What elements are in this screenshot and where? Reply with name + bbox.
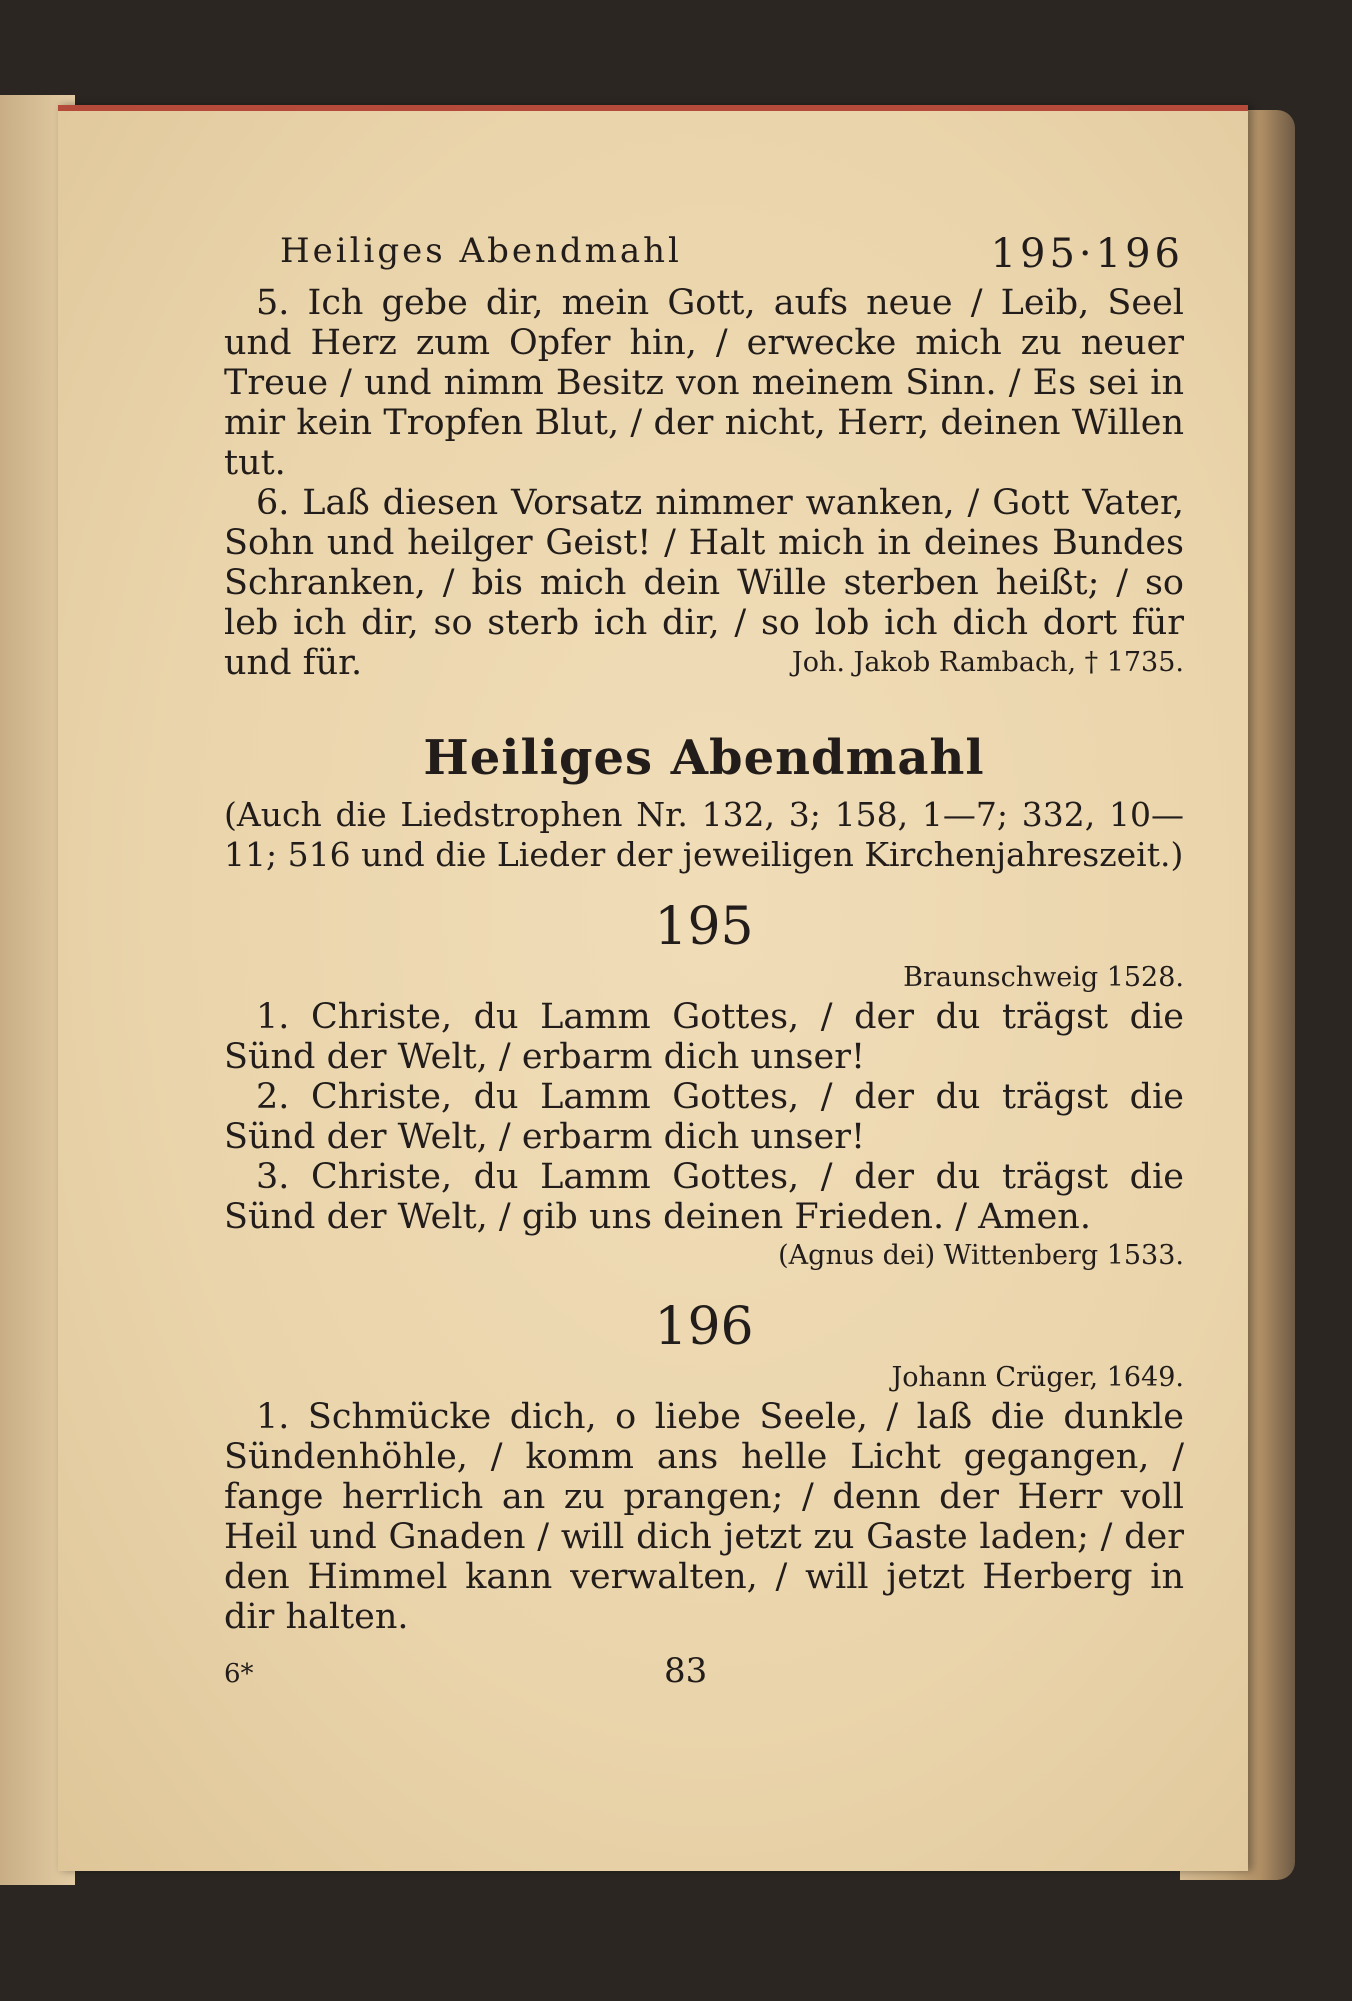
hymn-196-verse-1: 1. Schmücke dich, o liebe Seele, / laß die dunkle Sündenhöhle, / komm ans helle Licht gegangen, / fange herrlich an zu prangen; / denn der Herr voll Heil und Gnaden / will dich jetzt zu Gaste laden; / der den Himmel kann verwalten, / will jetzt Herberg in dir halten. — [224, 1397, 1184, 1637]
hymn-number-195: 195 — [654, 897, 754, 957]
running-head-title: Heiliges Abendmahl — [280, 231, 682, 271]
previous-hymn-author: Joh. Jakob Rambach, † 1735. — [791, 647, 1184, 678]
hymn-195-verse-3: 3. Christe, du Lamm Gottes, / der du trägst die Sünd der Welt, / gib uns deinen Frieden. / Amen. — [224, 1157, 1184, 1237]
hymn-number-196: 196 — [654, 1297, 754, 1357]
running-head-hymn-range: 195·196 — [990, 231, 1184, 277]
page-footer — [224, 1651, 1184, 1711]
book-page — [58, 105, 1248, 1871]
signature-mark: 6* — [224, 1659, 254, 1689]
hymn-195-attribution: (Agnus dei) Wittenberg 1533. — [778, 1240, 1184, 1271]
hymn-195-verse-1: 1. Christe, du Lamm Gottes, / der du trägst die Sünd der Welt, / erbarm dich unser! — [224, 997, 1184, 1077]
previous-hymn-verse-6: 6. Laß diesen Vorsatz nimmer wanken, / Gott Vater, Sohn und heilger Geist! / Halt mich in deines Bundes Schranken, / bis mich dein Wille sterben heißt; / so leb ich dir, so sterb ich dir, / so lob ich dich dort für und für. — [224, 483, 1184, 683]
hymn-195-verse-2: 2. Christe, du Lamm Gottes, / der du trägst die Sünd der Welt, / erbarm dich unser! — [224, 1077, 1184, 1157]
page-number: 83 — [664, 1651, 708, 1691]
previous-hymn-verse-5: 5. Ich gebe dir, mein Gott, aufs neue / Leib, Seel und Herz zum Opfer hin, / erwecke mich zu neuer Treue / und nimm Besitz von meinem Sinn. / Es sei in mir kein Tropfen Blut, / der nicht, Herr, deinen Willen tut. — [224, 283, 1184, 483]
section-note: (Auch die Liedstrophen Nr. 132, 3; 158, 1—7; 332, 10—11; 516 und die Lieder der jeweiligen Kirchenjahreszeit.) — [224, 795, 1184, 874]
hymn-196-source: Johann Crüger, 1649. — [891, 1362, 1184, 1393]
text-block — [224, 231, 1184, 1711]
hymn-195-source: Braunschweig 1528. — [903, 962, 1184, 993]
running-head — [224, 231, 1184, 283]
section-title: Heiliges Abendmahl — [423, 730, 985, 786]
